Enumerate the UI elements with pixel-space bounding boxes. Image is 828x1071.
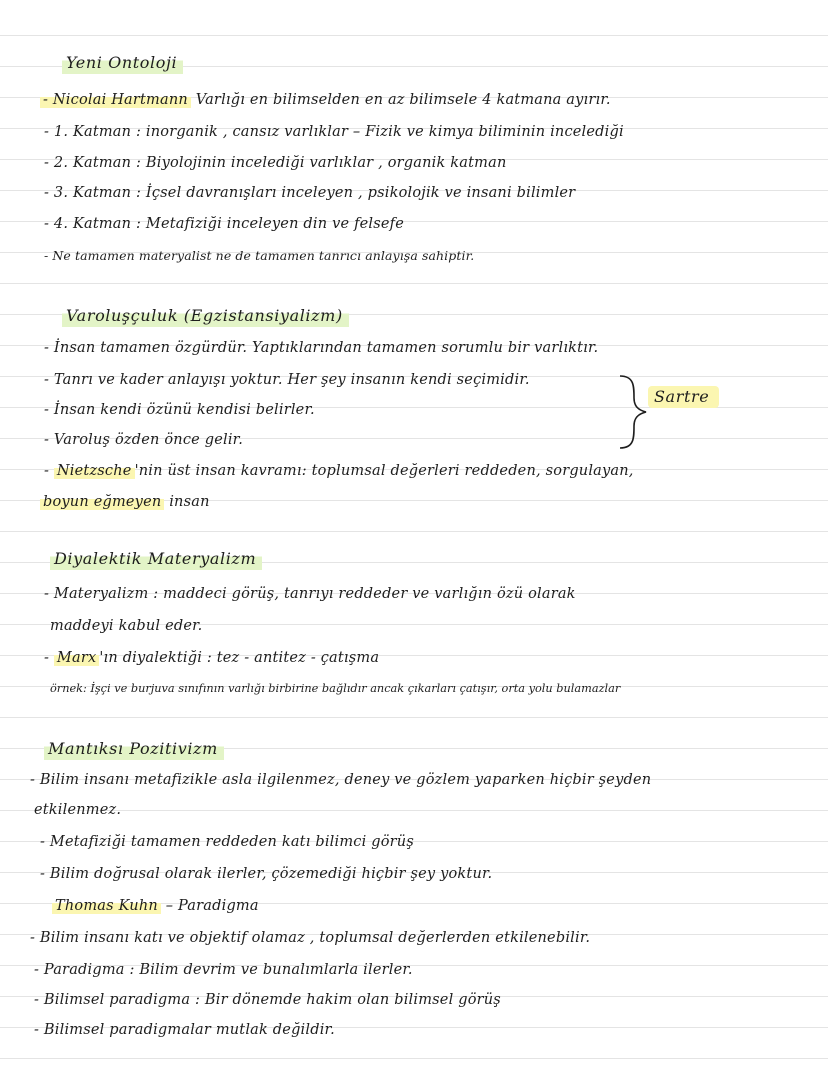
note-line: - Bilim doğrusal olarak ilerler, çözemediği hiçbir şey yoktur. — [40, 866, 493, 882]
highlight-marx: Marx — [54, 650, 99, 666]
note-line: - 3. Katman : İçsel davranışları inceleyen , psikolojik ve insani bilimler — [44, 185, 576, 201]
note-line-example: örnek: İşçi ve burjuva sınıfının varlığı birbirine bağlıdır ancak çıkarları çatışır, orta yolu bulamazlar — [50, 682, 621, 695]
section-heading-pozitivizm: Mantıksı Pozitivizm — [44, 738, 224, 760]
note-line: - Tanrı ve kader anlayışı yoktur. Her şey insanın kendi seçimidir. — [44, 372, 530, 388]
note-line: - Marx 'ın diyalektiği : tez - antitez - çatışma — [44, 650, 380, 666]
section-heading-ontoloji: Yeni Ontoloji — [62, 52, 183, 74]
note-line: - Bilimsel paradigma : Bir dönemde hakim olan bilimsel görüş — [34, 992, 501, 1008]
note-line: - 1. Katman : inorganik , cansız varlıklar – Fizik ve kimya biliminin incelediği — [44, 124, 624, 140]
note-line: - Varoluş özden önce gelir. — [44, 432, 244, 448]
note-line: - Metafiziği tamamen reddeden katı bilimci görüş — [40, 834, 414, 850]
note-line: - Bilim insanı katı ve objektif olamaz , toplumsal değerlerden etkilenebilir. — [30, 930, 591, 946]
note-line: - 2. Katman : Biyolojinin incelediği varlıklar , organik katman — [44, 155, 507, 171]
section-heading-varolusculuk: Varoluşçuluk (Egzistansiyalizm) — [62, 305, 349, 327]
note-line: - İnsan tamamen özgürdür. Yaptıklarından tamamen sorumlu bir varlıktır. — [44, 340, 599, 356]
highlight-kuhn: Thomas Kuhn — [52, 898, 161, 914]
section-heading-materyalizm: Diyalektik Materyalizm — [50, 548, 262, 570]
curly-brace-icon — [612, 372, 652, 452]
note-line: - Ne tamamen materyalist ne de tamamen tanrıcı anlayışa sahiptir. — [44, 248, 475, 263]
note-line-kuhn: Thomas Kuhn – Paradigma — [52, 896, 259, 916]
note-line: - Nicolai Hartmann Varlığı en bilimselden en az bilimsele 4 katmana ayırır. — [40, 90, 611, 110]
sartre-label: Sartre — [648, 386, 719, 408]
note-line: - Nietzsche 'nin üst insan kavramı: toplumsal değerleri reddeden, sorgulayan, — [44, 463, 634, 479]
note-line: - 4. Katman : Metafiziği inceleyen din ve felsefe — [44, 216, 405, 232]
note-line: maddeyi kabul eder. — [50, 618, 203, 634]
highlight-nietzsche: Nietzsche — [54, 463, 135, 479]
highlight-hartmann: - Nicolai Hartmann — [40, 92, 191, 108]
note-line: - Materyalizm : maddeci görüş, tanrıyı reddeder ve varlığın özü olarak — [44, 586, 576, 602]
note-line: - Paradigma : Bilim devrim ve bunalımlarla ilerler. — [34, 962, 413, 978]
note-line: boyun eğmeyen insan — [40, 492, 210, 512]
note-line: - Bilimsel paradigmalar mutlak değildir. — [34, 1022, 335, 1038]
note-line: - İnsan kendi özünü kendisi belirler. — [44, 402, 315, 418]
highlight-boyun: boyun eğmeyen — [40, 494, 164, 510]
note-line: etkilenmez. — [34, 802, 122, 818]
note-line: - Bilim insanı metafizikle asla ilgilenmez, deney ve gözlem yaparken hiçbir şeyden — [30, 772, 652, 788]
